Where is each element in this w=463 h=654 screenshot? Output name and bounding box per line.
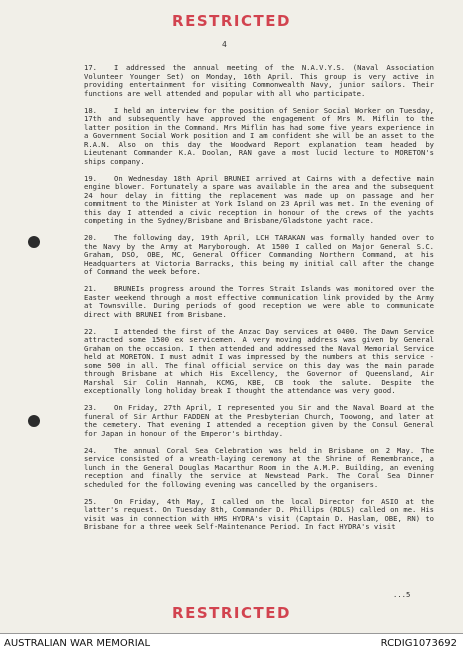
paragraph-text: I addressed the annual meeting of the N.A.V.Y.S. (Naval Association Volunteer Younger Set) on Monday, 16th April. This group is very active in providing entertainment for visiting Commonwealth Navy, junior sailors. Their functions are well attended and popular with all who participate. bbox=[84, 63, 434, 98]
page-number: 4 bbox=[222, 40, 227, 49]
punch-hole bbox=[28, 415, 40, 427]
report-paragraph bbox=[84, 447, 434, 490]
report-paragraph bbox=[84, 107, 434, 167]
classification-banner-top: RESTRICTED bbox=[172, 12, 291, 30]
paragraph-text: I attended the first of the Anzac Day services at 0400. The Dawn Service attracted some 1500 ex servicemen. A very moving address was given by General Graham on the occasion. I then attended and addressed the Naval Memorial Service held at MORETON. I must admit I was impressed by the numbers at this service - some 500 in all. The final official service on this day was the main parade through Brisbane at which His Excellency, the Governor of Queensland, Air Marshal Sir Colin Hannah, KCMG, KBE, CB took the salute. Despite the exceptionally long holiday break I thought the attendance was very good. bbox=[84, 326, 434, 395]
continuation-marker: ...5 bbox=[393, 590, 411, 599]
report-paragraph bbox=[84, 404, 434, 438]
paragraph-number: 20. bbox=[84, 233, 97, 242]
paragraph-number: 19. bbox=[84, 173, 97, 183]
report-paragraph bbox=[84, 234, 434, 277]
archive-name: AUSTRALIAN WAR MEMORIAL bbox=[4, 638, 151, 649]
archive-footer bbox=[0, 633, 463, 654]
paragraph-text: On Wednesday 18th April BRUNEI arrived at Cairns with a defective main engine blower. Fortunately a spare was available in the area and the subsequent 24 hour delay in fitting the replacement was made up on passage and her commitment to the Minister at York Island on 23 April was met. In the evening of this day I attended a civic reception in honour of the crews of the yachts competing in the Sydney/Brisbane and Brisbane/Gladstone yacht race. bbox=[84, 173, 434, 225]
paragraph-number: 18. bbox=[84, 105, 97, 115]
archive-reference: RCDIG1073692 bbox=[380, 638, 457, 649]
report-paragraph bbox=[84, 175, 434, 226]
report-paragraph bbox=[84, 328, 434, 396]
punch-hole bbox=[28, 236, 40, 248]
report-paragraph bbox=[84, 498, 434, 532]
paragraph-number: 22. bbox=[84, 326, 97, 336]
classification-banner-bottom: RESTRICTED bbox=[172, 604, 291, 622]
paragraph-text: BRUNEIs progress around the Torres Strait Islands was monitored over the Easter weekend through a most effective communication link provided by the Army at Townsville. During periods of good reception we were able to communicate direct with BRUNEI from Brisbane. bbox=[84, 284, 434, 319]
paragraph-number: 21. bbox=[84, 284, 97, 293]
paragraph-text: The following day, 19th April, LCH TARAKAN was formally handed over to the Navy by the Army at Maryborough. At 1500 I called on Major General S.C. Graham, DSO, OBE, MC, General Officer Commanding Northern Command, at his Headquarters at Victoria Barracks, this being my initial call after the change of Command the week before. bbox=[84, 233, 434, 276]
paragraph-text: On Friday, 4th May, I called on the local Director for ASIO at the latter's request. On Tuesday 8th, Commander D. Phillips (RDLS) called on me. His visit was in connection with HMS HYDRA's visit (Captain D. Haslam, OBE, RN) to Brisbane for a three week Self-Maintenance Period. In fact HYDRA's visit bbox=[84, 496, 434, 531]
paragraph-text: I held an interview for the position of Senior Social Worker on Tuesday, 17th and subsequently have approved the engagement of Mrs M. Miflin to the latter position in the Command. Mrs Miflin has had some five years experience in a Government Social Work position and I am confident she will be an asset to the R.A.N. Also on this day the Woodward Report explanation team headed by Lieutenant Commander K.A. Doolan, RAN gave a most lucid lecture to MORETON's ships company. bbox=[84, 105, 434, 166]
paragraph-number: 25. bbox=[84, 496, 97, 506]
paragraph-text: The annual Coral Sea Celebration was held in Brisbane on 2 May. The service consisted of a wreath-laying ceremony at the Shrine of Remembrance, a lunch in the General Douglas Macarthur Room in the A.M.P. Building, an evening reception and finally the service at Newstead Park. The Coral Sea Dinner scheduled for the following evening was cancelled by the organisers. bbox=[84, 445, 434, 489]
paragraph-text: On Friday, 27th April, I represented you Sir and the Naval Board at the funeral of Sir Arthur FADDEN at the Presbyterian Church, Toowong, and later at the cemetery. That evening I attended a reception given by the Consul General for Japan in honour of the Emperor's birthday. bbox=[84, 403, 434, 438]
paragraph-number: 23. bbox=[84, 403, 97, 412]
report-paragraph bbox=[84, 64, 434, 98]
paragraph-number: 17. bbox=[84, 63, 97, 72]
report-paragraph bbox=[84, 285, 434, 319]
report-body bbox=[84, 64, 434, 540]
paragraph-number: 24. bbox=[84, 445, 97, 455]
